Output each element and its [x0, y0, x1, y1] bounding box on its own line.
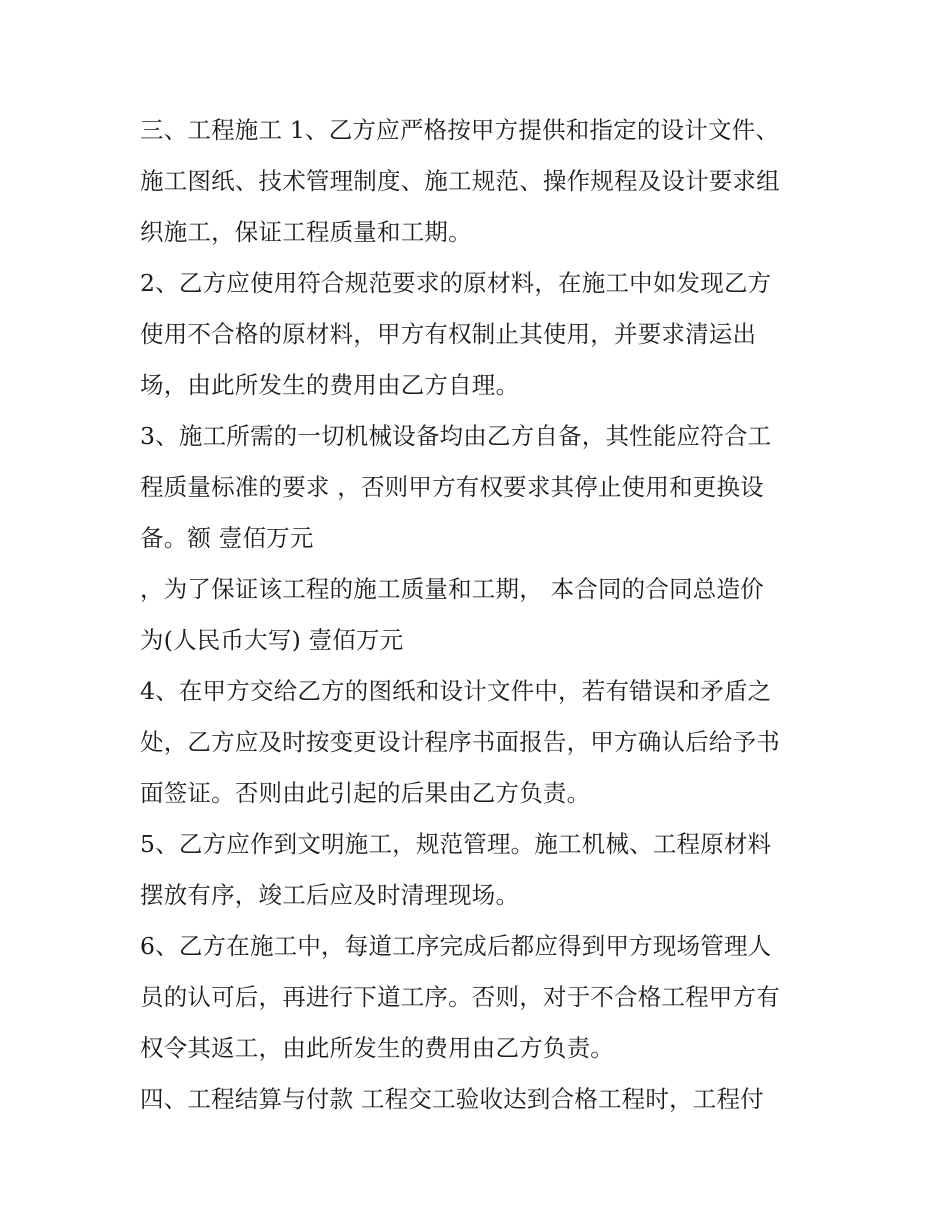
text-line: 4、在甲方交给乙方的图纸和设计文件中，若有错误和矛盾之 [140, 677, 772, 705]
text-line: 5、乙方应作到文明施工，规范管理。施工机械、工程原材料 [140, 830, 772, 858]
text-line: 员的认可后，再进行下道工序。否则，对于不合格工程甲方有 [140, 983, 780, 1011]
text-line: 使用不合格的原材料，甲方有权制止其使用，并要求清运出 [140, 320, 757, 348]
text-line: 四、工程结算与付款 工程交工验收达到合格工程时，工程付 [140, 1085, 764, 1113]
text-line: ，为了保证该工程的施工质量和工期， 本合同的合同总造价 [140, 575, 764, 603]
document-body [140, 105, 820, 1125]
text-line: 场，由此所发生的费用由乙方自理。 [140, 371, 520, 399]
text-line: 摆放有序，竣工后应及时清理现场。 [140, 881, 520, 909]
text-line: 为(人民币大写) 壹佰万元 [140, 626, 404, 654]
text-line: 权令其返工，由此所发生的费用由乙方负责。 [140, 1034, 614, 1062]
text-line: 面签证。否则由此引起的后果由乙方负责。 [140, 779, 591, 807]
text-line: 施工图纸、技术管理制度、施工规范、操作规程及设计要求组 [140, 167, 780, 195]
text-line: 处，乙方应及时按变更设计程序书面报告，甲方确认后给予书 [140, 728, 780, 756]
text-line: 三、工程施工 1、乙方应严格按甲方提供和指定的设计文件、 [140, 116, 780, 144]
text-line: 织施工，保证工程质量和工期。 [140, 218, 472, 246]
text-line: 3、施工所需的一切机械设备均由乙方自备，其性能应符合工 [140, 422, 772, 450]
text-line: 6、乙方在施工中，每道工序完成后都应得到甲方现场管理人 [140, 932, 772, 960]
text-line: 2、乙方应使用符合规范要求的原材料，在施工中如发现乙方 [140, 269, 772, 297]
text-line: 备。额 壹佰万元 [140, 524, 314, 552]
text-line: 程质量标准的要求 ，否则甲方有权要求其停止使用和更换设 [140, 473, 764, 501]
